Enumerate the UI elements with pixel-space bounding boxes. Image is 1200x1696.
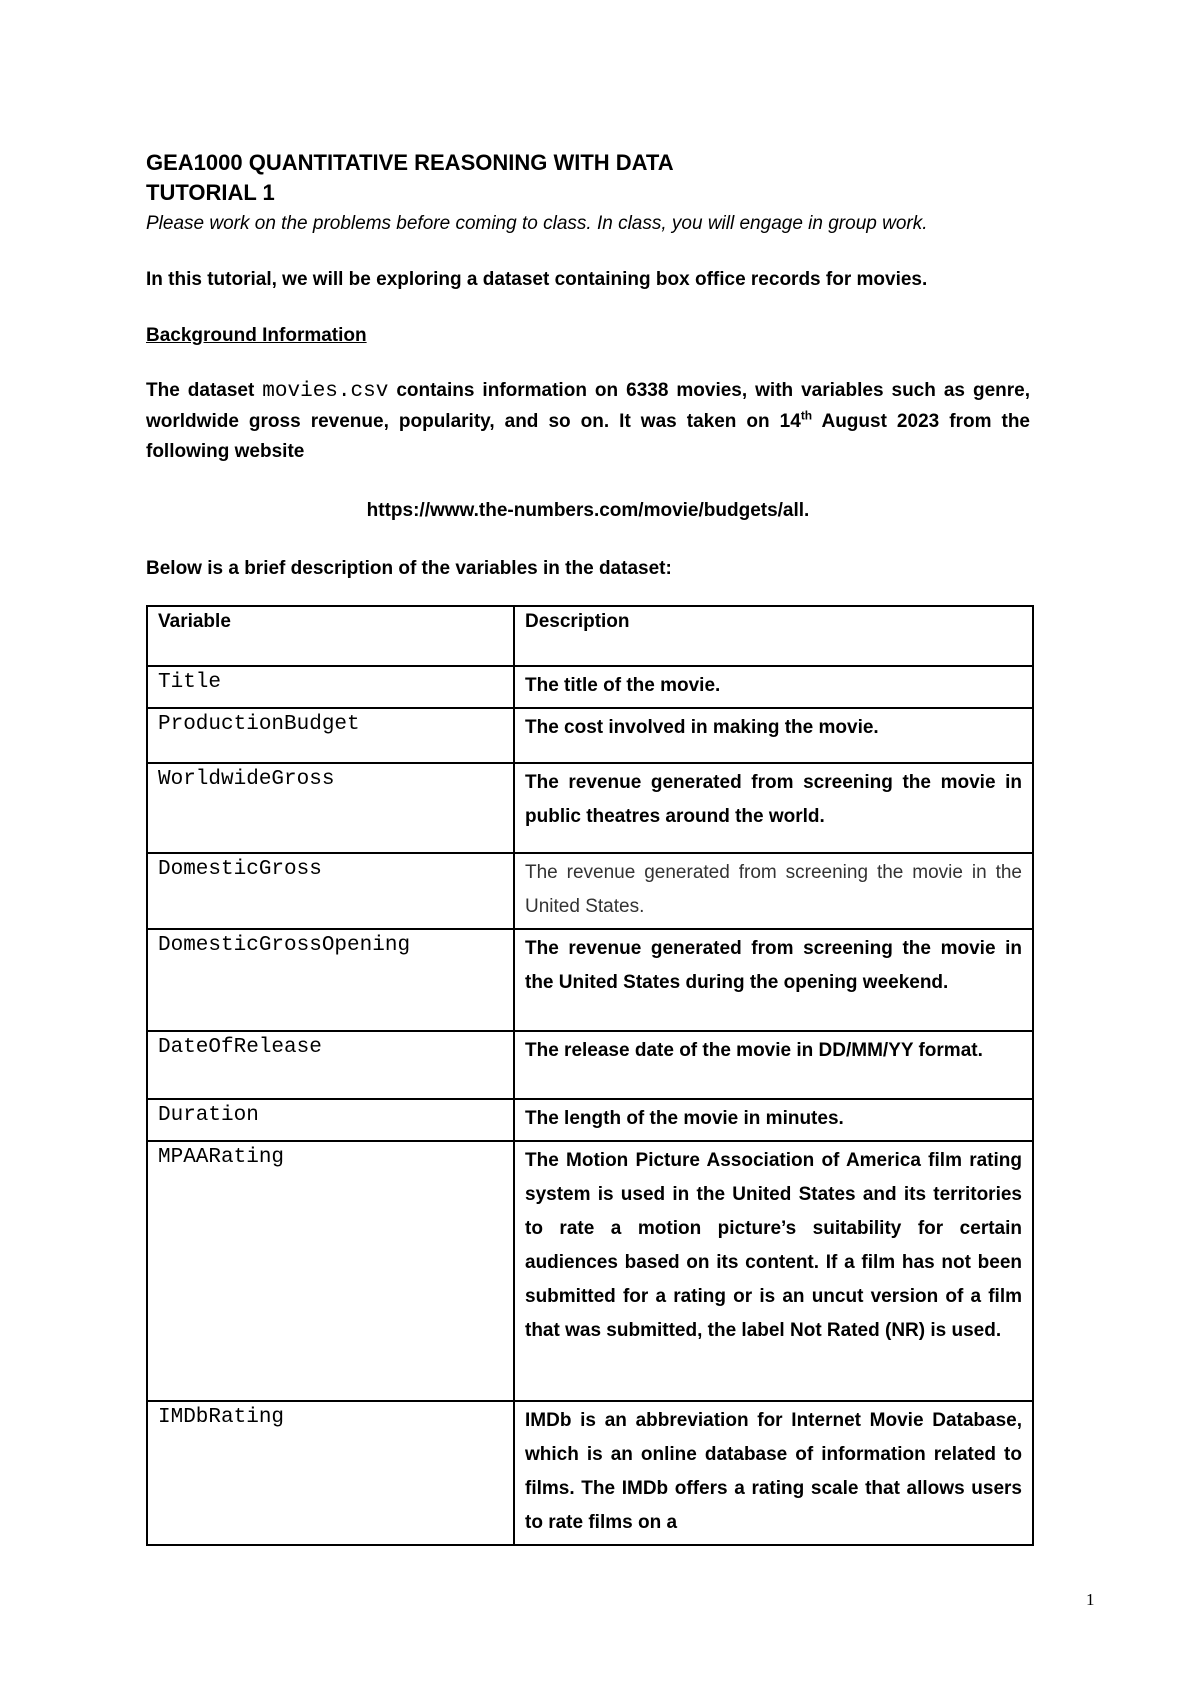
dataset-file-name: movies.csv — [262, 380, 389, 403]
variable-description: The release date of the movie in DD/MM/YY format. — [514, 1031, 1033, 1099]
table-row — [147, 853, 1033, 929]
variable-description: The revenue generated from screening the movie in the United States during the opening weekend. — [514, 929, 1033, 1031]
variable-name: IMDbRating — [147, 1401, 514, 1545]
variable-name: WorldwideGross — [147, 763, 514, 853]
variable-description: The title of the movie. — [514, 666, 1033, 708]
variable-name: DomesticGrossOpening — [147, 929, 514, 1031]
variable-description — [514, 763, 1033, 853]
table-row — [147, 763, 1033, 853]
variable-description: The revenue generated from screening the movie in the United States. — [514, 853, 1033, 929]
variable-name: DateOfRelease — [147, 1031, 514, 1099]
header-variable: Variable — [147, 606, 514, 666]
source-url: https://www.the-numbers.com/movie/budgets/all. — [366, 500, 810, 521]
variable-description: The Motion Picture Association of America film rating system is used in the United States and its territories to rate a motion picture’s suitability for certain audiences based on its content. If a film has not been submitted for a rating or is an uncut version of a film that was submitted, the label Not Rated (NR) is used. — [514, 1141, 1033, 1401]
date-superscript: th — [800, 408, 813, 423]
variable-description: The length of the movie in minutes. — [514, 1099, 1033, 1141]
variable-name: Duration — [147, 1099, 514, 1141]
background-heading: Background Information — [146, 325, 367, 346]
variable-description: IMDb is an abbreviation for Internet Movie Database, which is an online database of information related to films. The IMDb offers a rating scale that allows users to rate films on a — [514, 1401, 1033, 1545]
table-row — [147, 1141, 1033, 1401]
background-text-after-file: contains information on 6338 movies, with variables such as genre, worldwide gross revenue, popularity, and so on. It was taken on 14 — [146, 380, 1030, 432]
variable-description: The cost involved in making the movie. — [514, 708, 1033, 763]
description-part: around the world. — [660, 806, 825, 827]
table-row — [147, 929, 1033, 1031]
table-row — [147, 1099, 1033, 1141]
variable-name: MPAARating — [147, 1141, 514, 1401]
page-content — [146, 148, 1030, 1546]
background-paragraph — [146, 376, 1030, 467]
instruction-text: Please work on the problems before coming to class. In class, you will engage in group work. — [146, 213, 928, 234]
background-text-after-date: August 2023 from the following website — [146, 411, 1030, 462]
page-number: 1 — [1086, 1590, 1095, 1609]
variables-table — [146, 605, 1034, 1546]
table-row — [147, 708, 1033, 763]
header-description: Description — [514, 606, 1033, 666]
table-header-row — [147, 606, 1033, 666]
variable-name: Title — [147, 666, 514, 708]
course-title: GEA1000 QUANTITATIVE REASONING WITH DATA — [146, 150, 674, 175]
tutorial-title: TUTORIAL 1 — [146, 180, 275, 205]
table-row — [147, 666, 1033, 708]
intro-paragraph: In this tutorial, we will be exploring a dataset containing box office records for movies. — [146, 269, 928, 290]
table-row — [147, 1031, 1033, 1099]
variable-name: DomesticGross — [147, 853, 514, 929]
background-text-before-file: The dataset — [146, 380, 263, 401]
description-emphasis: public theatres — [525, 806, 661, 827]
table-row — [147, 1401, 1033, 1545]
variable-name: ProductionBudget — [147, 708, 514, 763]
table-intro: Below is a brief description of the variables in the dataset: — [146, 558, 672, 579]
description-part: The revenue generated from screening the movie in — [525, 772, 1022, 793]
